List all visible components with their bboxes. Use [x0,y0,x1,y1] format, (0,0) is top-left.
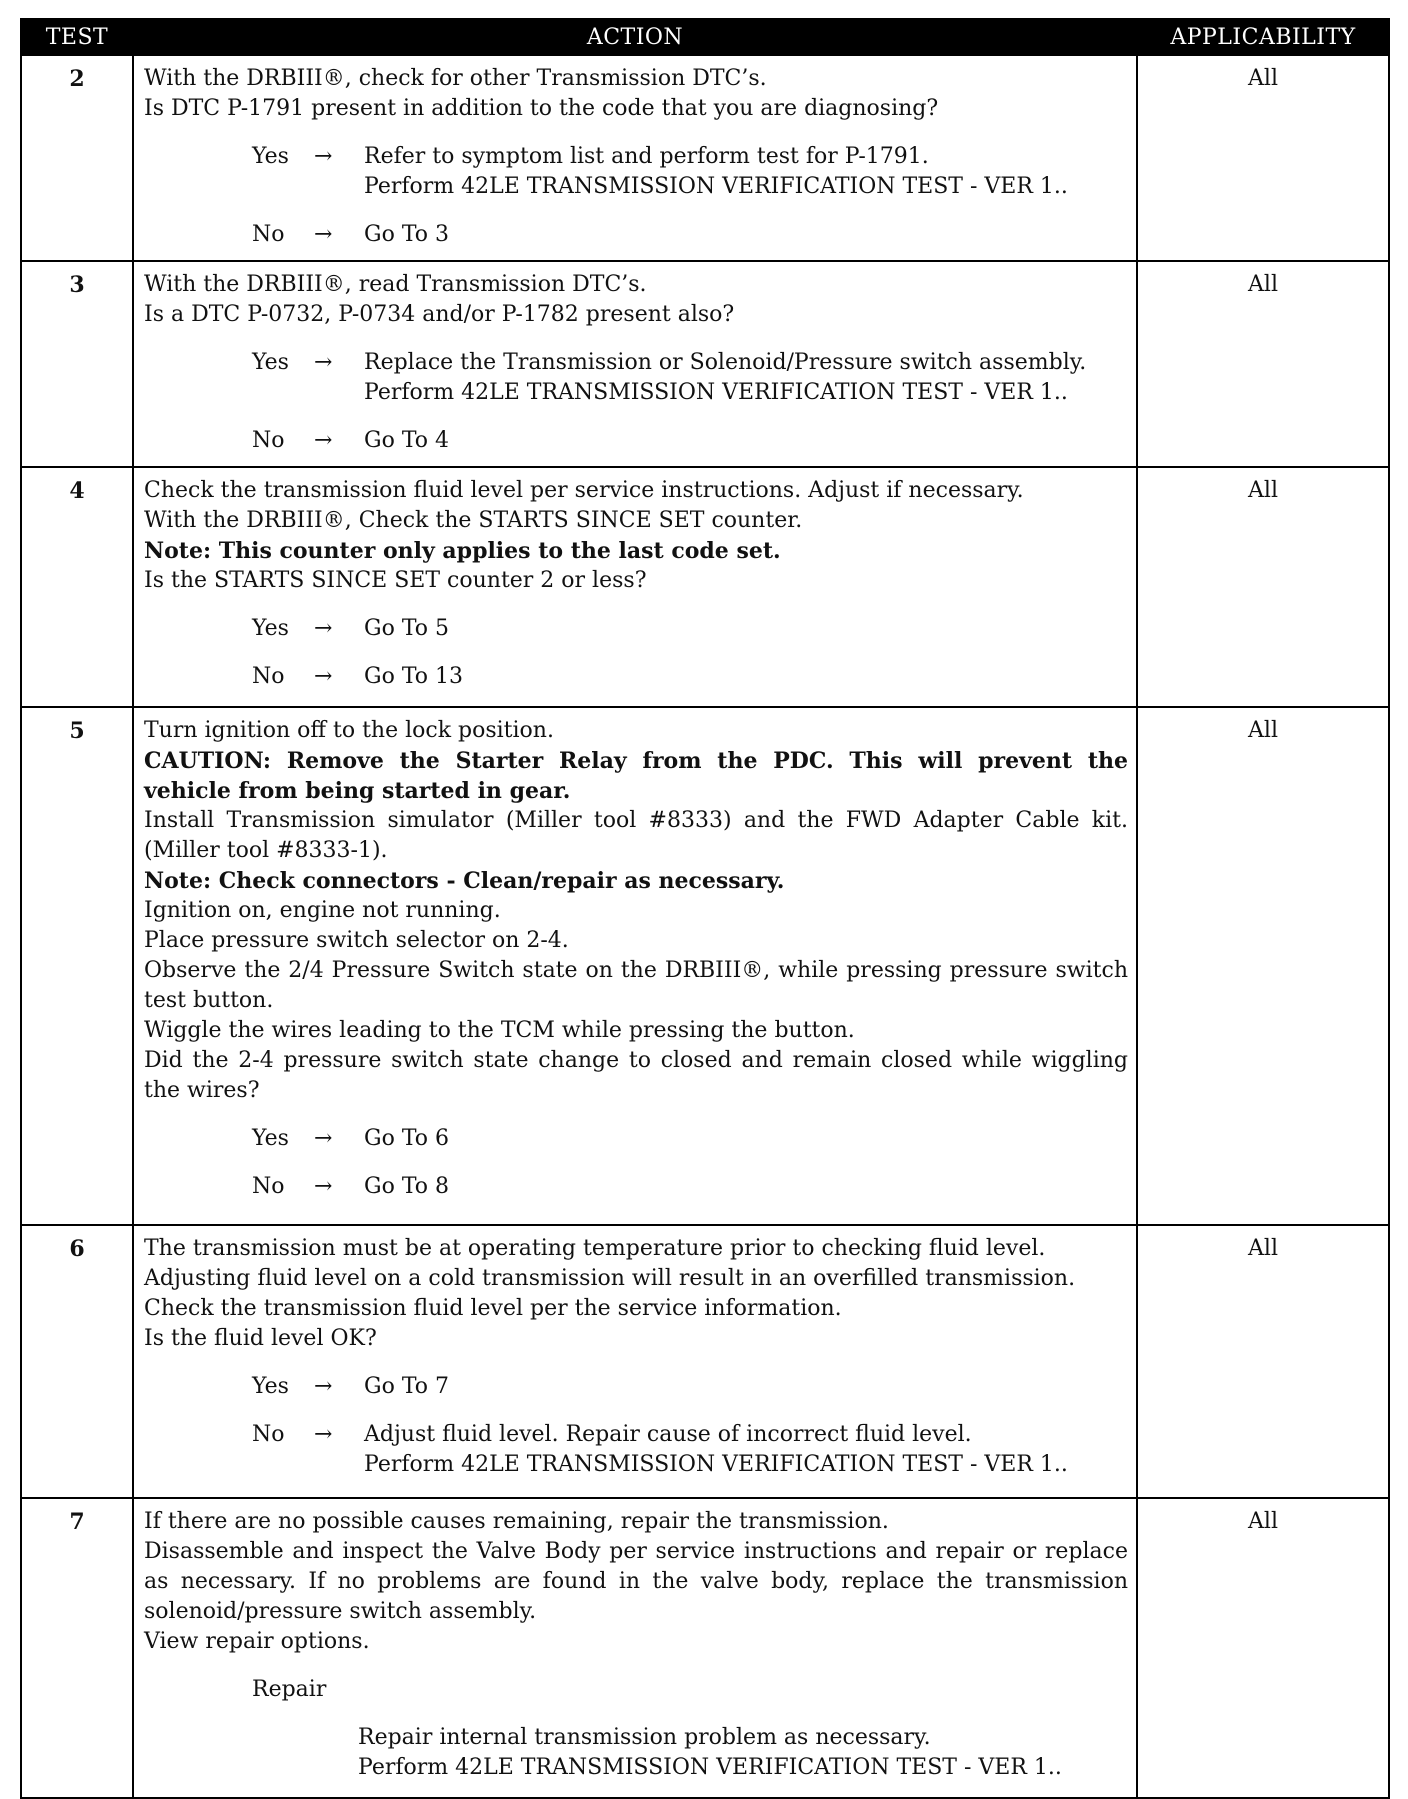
no-branch[interactable] [252,220,1128,250]
action-cell [133,261,1137,467]
repair-label: Repair [252,1677,327,1702]
right-arrow-icon: → [314,428,333,453]
applicability-cell: All [1137,1225,1389,1498]
branch-line: Go To 3 [364,222,450,247]
action-line: Place pressure switch selector on 2-4. [144,928,569,953]
repair-line: Perform 42LE TRANSMISSION VERIFICATION TEST - VER 1.. [358,1755,1062,1780]
action-line: Is DTC P-1791 present in addition to the code that you are diagnosing? [144,96,939,121]
branch-line: Go To 13 [364,664,464,689]
yes-label: Yes [252,1126,289,1151]
action-cell [133,55,1137,261]
table-row [21,467,1389,707]
table-header-row [21,19,1389,55]
branch-line: Perform 42LE TRANSMISSION VERIFICATION TEST - VER 1.. [364,380,1068,405]
branch-line: Adjust fluid level. Repair cause of incorrect fluid level. [364,1422,972,1447]
branch-list [144,1124,1128,1202]
action-line: View repair options. [144,1629,370,1654]
action-line: Disassemble and inspect the Valve Body per service instructions and repair or replace as necessary. If no problems are found in the valve body, replace the transmission solenoid/pressure switch assembly. [144,1539,1128,1624]
branch-line: Perform 42LE TRANSMISSION VERIFICATION TEST - VER 1.. [364,1452,1068,1477]
repair-option[interactable] [252,1675,1128,1705]
branch-line: Replace the Transmission or Solenoid/Pressure switch assembly. [364,350,1087,375]
action-cell [133,1498,1137,1798]
caution-line: CAUTION: Remove the Starter Relay from the PDC. This will prevent the vehicle from being started in gear. [144,748,1128,804]
yes-label: Yes [252,1374,289,1399]
action-line: Is a DTC P-0732, P-0734 and/or P-1782 present also? [144,302,735,327]
header-applicability: APPLICABILITY [1137,19,1389,55]
note-line: Note: Check connectors - Clean/repair as necessary. [144,868,785,894]
branch-list [144,142,1128,250]
repair-line: Repair internal transmission problem as necessary. [358,1725,931,1750]
action-line: Check the transmission fluid level per service instructions. Adjust if necessary. [144,478,1024,503]
test-number: 2 [21,55,133,261]
no-branch[interactable] [252,662,1128,692]
table-row [21,55,1389,261]
right-arrow-icon: → [314,1126,333,1151]
yes-label: Yes [252,350,289,375]
applicability-cell: All [1137,261,1389,467]
yes-label: Yes [252,616,289,641]
branch-line: Refer to symptom list and perform test for P-1791. [364,144,929,169]
branch-line: Go To 5 [364,616,450,641]
test-number: 6 [21,1225,133,1498]
no-label: No [252,1422,285,1447]
action-line: With the DRBIII®, read Transmission DTC’s. [144,272,647,297]
branch-line: Go To 6 [364,1126,450,1151]
header-action: ACTION [133,19,1137,55]
right-arrow-icon: → [314,350,333,375]
applicability-cell: All [1137,707,1389,1225]
action-line: If there are no possible causes remaining, repair the transmission. [144,1509,889,1534]
no-label: No [252,428,285,453]
action-cell [133,467,1137,707]
diagnostic-procedure-page [20,18,1388,1780]
action-line: Is the fluid level OK? [144,1326,377,1351]
applicability-cell: All [1137,467,1389,707]
action-line: Wiggle the wires leading to the TCM while pressing the button. [144,1018,855,1043]
right-arrow-icon: → [314,616,333,641]
no-label: No [252,1174,285,1199]
branch-list [144,1372,1128,1480]
no-label: No [252,664,285,689]
action-cell [133,707,1137,1225]
action-line: Observe the 2/4 Pressure Switch state on the DRBIII®, while pressing pressure switch test button. [144,958,1128,1013]
yes-branch[interactable] [252,1372,1128,1402]
no-branch[interactable] [252,426,1128,456]
action-line: Ignition on, engine not running. [144,898,501,923]
test-number: 3 [21,261,133,467]
no-branch[interactable] [252,1172,1128,1202]
repair-instructions [358,1723,1128,1783]
action-line: Check the transmission fluid level per the service information. [144,1296,842,1321]
test-number: 4 [21,467,133,707]
no-branch[interactable] [252,1420,1128,1480]
branch-line: Perform 42LE TRANSMISSION VERIFICATION TEST - VER 1.. [364,174,1068,199]
branch-line: Go To 4 [364,428,450,453]
applicability-cell: All [1137,55,1389,261]
right-arrow-icon: → [314,1374,333,1399]
branch-line: Go To 8 [364,1174,450,1199]
action-line: With the DRBIII®, check for other Transmission DTC’s. [144,66,767,91]
yes-branch[interactable] [252,1124,1128,1154]
action-line: With the DRBIII®, Check the STARTS SINCE SET counter. [144,508,803,533]
action-line: Turn ignition off to the lock position. [144,718,554,743]
action-line: Install Transmission simulator (Miller tool #8333) and the FWD Adapter Cable kit.(Miller tool #8333-1). [144,808,1128,863]
action-line: Is the STARTS SINCE SET counter 2 or less? [144,568,647,593]
yes-branch[interactable] [252,348,1128,408]
table-row [21,707,1389,1225]
table-row [21,1225,1389,1498]
applicability-cell: All [1137,1498,1389,1798]
right-arrow-icon: → [314,664,333,689]
test-number: 5 [21,707,133,1225]
branch-line: Go To 7 [364,1374,450,1399]
action-line: Adjusting fluid level on a cold transmission will result in an overfilled transmission. [144,1266,1076,1291]
action-line: Did the 2-4 pressure switch state change to closed and remain closed while wiggling the wires? [144,1048,1128,1103]
branch-list [144,348,1128,456]
note-line: Note: This counter only applies to the last code set. [144,538,781,564]
right-arrow-icon: → [314,144,333,169]
right-arrow-icon: → [314,1422,333,1447]
branch-list [144,614,1128,692]
table-row [21,1498,1389,1798]
yes-branch[interactable] [252,614,1128,644]
table-row [21,261,1389,467]
action-cell [133,1225,1137,1498]
test-number: 7 [21,1498,133,1798]
header-test: TEST [21,19,133,55]
no-label: No [252,222,285,247]
yes-label: Yes [252,144,289,169]
diagnostic-test-table [20,18,1390,1799]
yes-branch[interactable] [252,142,1128,202]
right-arrow-icon: → [314,222,333,247]
right-arrow-icon: → [314,1174,333,1199]
action-line: The transmission must be at operating temperature prior to checking fluid level. [144,1236,1046,1261]
